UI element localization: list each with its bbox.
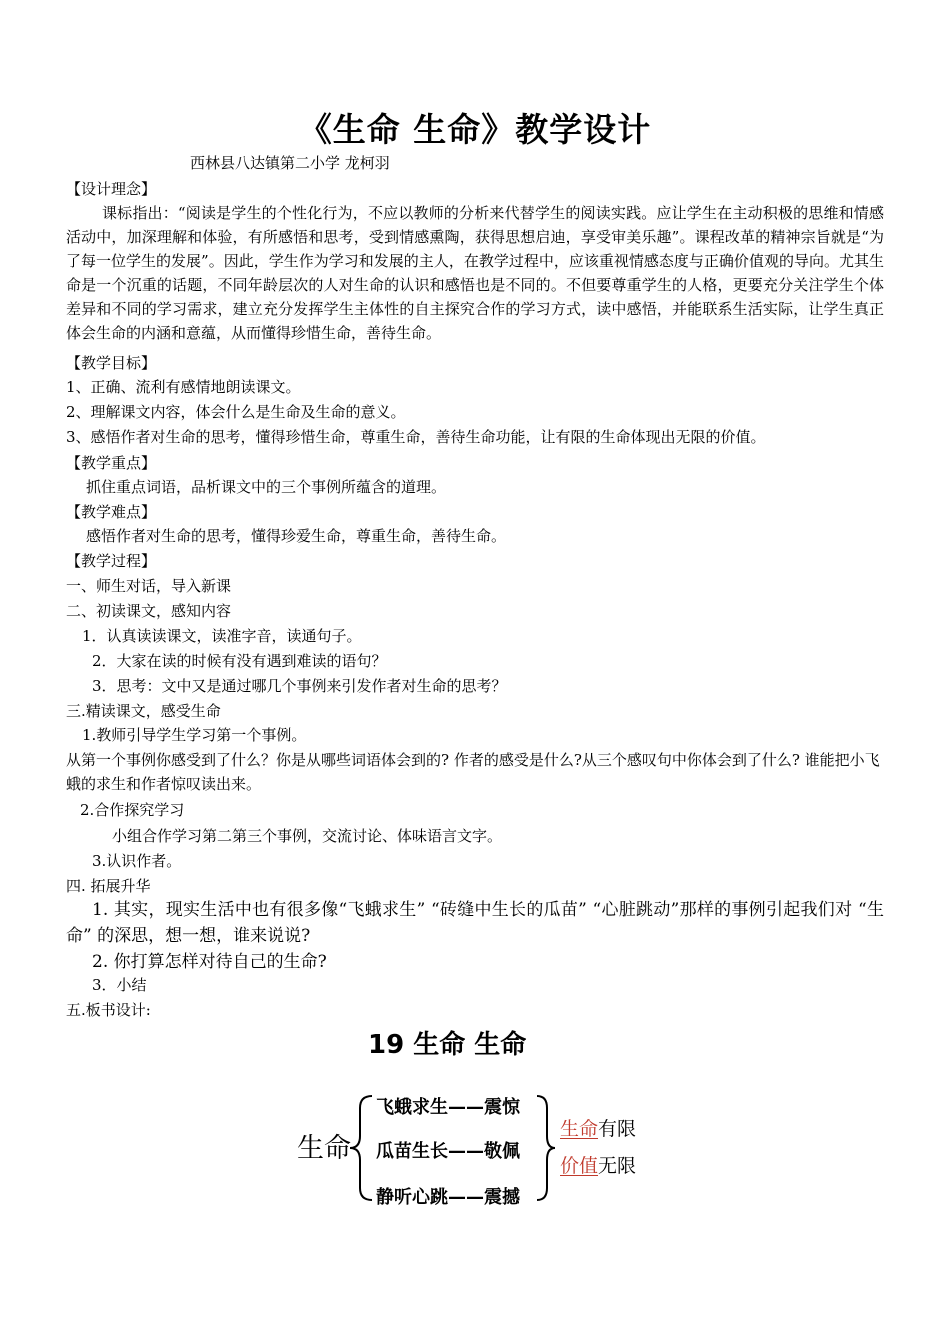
process-substep: 3．小结 — [92, 976, 147, 994]
difficulty-text: 感悟作者对生命的思考，懂得珍爱生命，尊重生命，善待生命。 — [86, 527, 507, 545]
board-item: 瓜苗生长——敬佩 — [376, 1141, 520, 1162]
concept-paragraph: 课标指出：“阅读是学生的个性化行为，不应以教师的分析来代替学生的阅读实践。应让学生在主动积极的思维和情感活动中，加深理解和体验，有所感悟和思考，受到情感熏陶，获得思想启迪，享受审美乐趣”。课程改革的精神宗旨就是“为了每一位学生的发展”。因此，学生作为学习和发展的主人，在教学过程中，应该重视情感态度与正确价值观的导向。尤其生命是一个沉重的话题，不同年龄层次的人对生命的认识和感悟也是不同的。不但要尊重学生的人格，更要充分关注学生个体差异和不同的学习需求，建立充分发挥学生主体性的自主探究合作的学习方式，读中感悟，并能联系生活实际，让学生真正体会生命的内涵和意蕴，从而懂得珍惜生命，善待生命。 — [66, 204, 884, 342]
process-step: 一、师生对话，导入新课 — [66, 577, 232, 595]
board-result-rest: 有限 — [598, 1118, 637, 1140]
process-substep: 1．认真读读课文，读准字音，读通句子。 — [82, 627, 362, 645]
key-text: 抓住重点词语，品析课文中的三个事例所蕴含的道理。 — [86, 478, 447, 496]
board-result-limited — [560, 1114, 636, 1141]
process-question: 从第一个事例你感受到了什么？你是从哪些词语体会到的? 作者的感受是什么?从三个感叹句中你体会到了什么? 谁能把小飞蛾的求生和作者惊叹读出来。 — [66, 751, 880, 793]
section-header-process: 【教学过程】 — [66, 552, 157, 570]
board-result-red: 价值 — [560, 1155, 599, 1177]
section-header-concept: 【设计理念】 — [66, 180, 157, 198]
board-title: 19 生命 生命 — [368, 1030, 527, 1060]
process-extension: 1. 其实，现实生活中也有很多像“飞蛾求生” “砖缝中生长的瓜苗” “心脏跳动”那样的事例引起我们对 “生命” 的深思，想一想，谁来说说? — [66, 900, 884, 946]
board-main-word: 生命 — [297, 1133, 351, 1164]
right-brace — [533, 1092, 559, 1204]
section-header-difficulty: 【教学难点】 — [66, 503, 157, 521]
left-brace — [346, 1092, 376, 1204]
document-title: 《生命 生命》教学设计 — [298, 110, 652, 149]
process-substep: 2．大家在读的时候有没有遇到难读的语句？ — [92, 652, 387, 670]
process-text: 小组合作学习第二第三个事例，交流讨论、体味语言文字。 — [112, 827, 503, 845]
process-step: 二、初读课文，感知内容 — [66, 602, 232, 620]
author-line: 西林县八达镇第二小学 龙柯羽 — [190, 154, 390, 172]
goal-item: 1、正确、流利有感情地朗读课文。 — [66, 378, 301, 396]
process-substep: 1.教师引导学生学习第一个事例。 — [82, 726, 307, 744]
section-header-goals: 【教学目标】 — [66, 354, 157, 372]
board-item: 静听心跳——震撼 — [376, 1187, 520, 1208]
board-result-red: 生命 — [560, 1118, 599, 1140]
process-substep: 3．思考：文中又是通过哪几个事例来引发作者对生命的思考？ — [92, 677, 507, 695]
process-substep: 2.合作探究学习 — [80, 801, 185, 819]
process-substep: 2. 你打算怎样对待自己的生命? — [92, 952, 327, 972]
board-item: 飞蛾求生——震惊 — [376, 1097, 520, 1118]
process-substep: 3.认识作者。 — [92, 852, 182, 870]
board-result-rest: 无限 — [598, 1155, 637, 1177]
goal-item: 3、感悟作者对生命的思考，懂得珍惜生命，尊重生命，善待生命功能，让有限的生命体现出无限的价值。 — [66, 428, 766, 446]
process-step: 五.板书设计: — [66, 1001, 151, 1019]
process-step: 四. 拓展升华 — [66, 877, 151, 895]
board-result-infinite — [560, 1151, 636, 1178]
process-step: 三.精读课文，感受生命 — [66, 702, 221, 720]
section-header-key: 【教学重点】 — [66, 454, 157, 472]
goal-item: 2、理解课文内容，体会什么是生命及生命的意义。 — [66, 403, 406, 421]
